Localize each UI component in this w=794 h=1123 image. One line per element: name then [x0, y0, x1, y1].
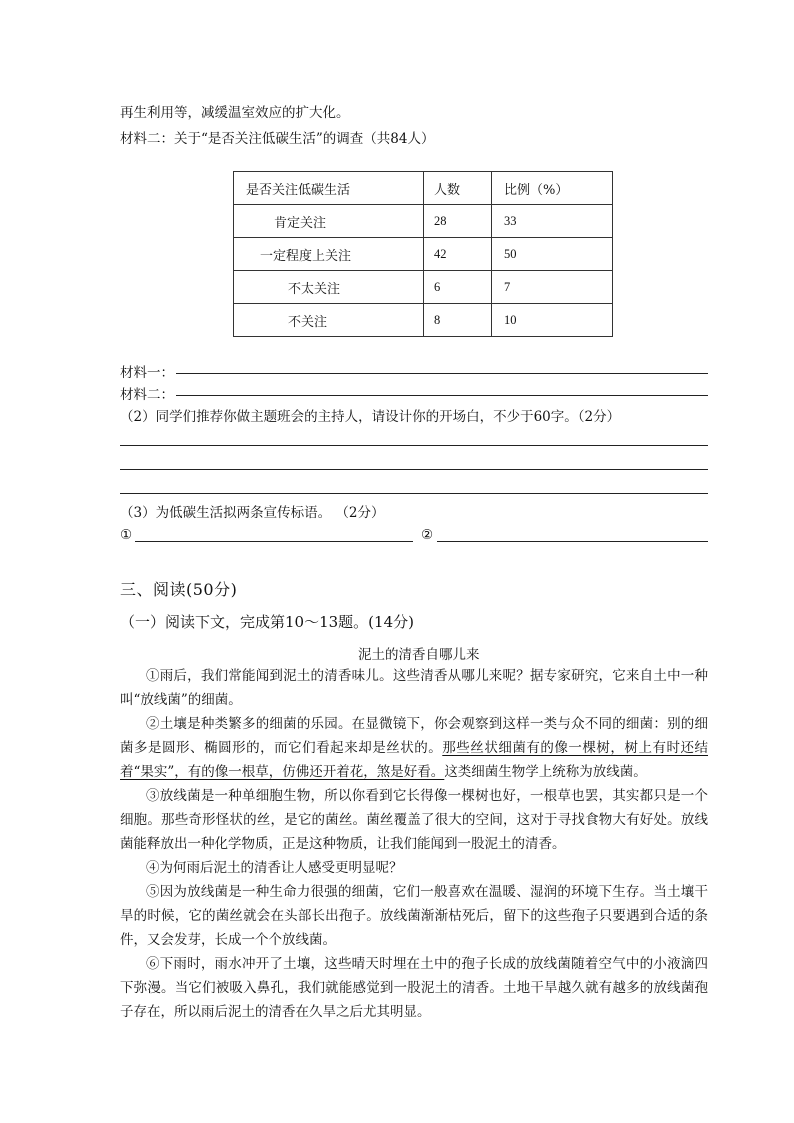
material2-answer-line[interactable] — [176, 395, 708, 396]
article-paragraph-4: ④为何雨后泥土的清香让人感受更明显呢？ — [146, 860, 403, 876]
article-paragraph-2 — [120, 712, 708, 784]
table-cell-ratio: 10 — [492, 304, 613, 337]
table-row — [234, 271, 613, 304]
slogan-1-mark: ① — [120, 527, 133, 543]
table-header-cell: 人数 — [424, 172, 492, 205]
material1-answer-line[interactable] — [176, 373, 708, 374]
paragraph-2-text-end: 这类细菌生物学上统称为放线菌。 — [444, 764, 647, 780]
part-1-title: （一）阅读下文，完成第10～13题。(14分) — [120, 613, 414, 631]
article-paragraph-1: ①雨后，我们常能闻到泥土的清香味儿。这些清香从哪儿来呢？据专家研究，它来自土中一种叫“放线菌”的细菌。 — [120, 668, 708, 708]
section-3-title: 三、阅读(50分) — [120, 580, 238, 599]
table-cell-label: 一定程度上关注 — [234, 238, 424, 271]
table-cell-ratio: 7 — [492, 271, 613, 304]
table-row — [234, 238, 613, 271]
table-cell-count: 6 — [424, 271, 492, 304]
slogan-2-mark: ② — [421, 527, 434, 543]
table-cell-ratio: 50 — [492, 238, 613, 271]
top-continuation-text: 再生利用等，减缓温室效应的扩大化。 — [120, 105, 350, 121]
answer-line-q2-1[interactable] — [120, 445, 708, 446]
answer-line-q2-3[interactable] — [120, 493, 708, 494]
slogan-2-line[interactable] — [437, 541, 708, 542]
question-2-text: （2）同学们推荐你做主题班会的主持人，请设计你的开场白，不少于60字。（2分） — [120, 409, 621, 425]
article-paragraph-3: ③放线菌是一种单细胞生物，所以你看到它长得像一棵树也好，一根草也罢，其实都只是一个细胞。那些奇形怪状的丝，是它的菌丝。菌丝覆盖了很大的空间，这对于寻找食物大有好处。放线菌能释放出一种化学物质，正是这种物质，让我们能闻到一股泥土的清香。 — [120, 788, 708, 852]
table-cell-label: 肯定关注 — [234, 205, 424, 238]
paragraph-2-text: ②土壤是种类繁多的细菌的乐园。在显微镜下，你会观察到这样一类与众不同的细菌：别的细菌多是圆形、椭圆形的，而它们看起来却是丝状的。 — [120, 716, 708, 756]
slogan-1-line[interactable] — [135, 541, 413, 542]
table-cell-count: 28 — [424, 205, 492, 238]
article-paragraph-5: ⑤因为放线菌是一种生命力很强的细菌，它们一般喜欢在温暖、湿润的环境下生存。当土壤干旱的时候，它的菌丝就会在头部长出孢子。放线菌渐渐枯死后，留下的这些孢子只要遇到合适的条件，又会发芽，长成一个个放线菌。 — [120, 884, 708, 948]
material2-title: 材料二：关于“是否关注低碳生活”的调查（共84人） — [120, 131, 435, 147]
material1-answer-label: 材料一： — [120, 365, 174, 381]
answer-line-q2-2[interactable] — [120, 469, 708, 470]
table-header-cell: 是否关注低碳生活 — [234, 172, 424, 205]
table-cell-ratio: 33 — [492, 205, 613, 238]
question-3-text: （3）为低碳生活拟两条宣传标语。 （2分） — [120, 505, 385, 521]
table-cell-label: 不关注 — [234, 304, 424, 337]
table-cell-count: 42 — [424, 238, 492, 271]
article-title: 泥土的清香自哪儿来 — [358, 647, 480, 663]
table-cell-label: 不太关注 — [234, 271, 424, 304]
table-header-cell: 比例（%） — [492, 172, 613, 205]
material2-answer-label: 材料二： — [120, 387, 174, 403]
underlined-sentence: 那些丝状细菌有的像一棵树，树上有时还结着“果实”，有的像一根草，仿佛还开着花，煞是好看。 — [120, 740, 709, 780]
survey-table — [233, 171, 613, 337]
table-header-row — [234, 172, 613, 205]
table-cell-count: 8 — [424, 304, 492, 337]
article-paragraph-6: ⑥下雨时，雨水冲开了土壤，这些晴天时埋在土中的孢子长成的放线菌随着空气中的小液滴四下弥漫。当它们被吸入鼻孔，我们就能感觉到一股泥土的清香。土地干旱越久就有越多的放线菌孢子存在，所以雨后泥土的清香在久旱之后尤其明显。 — [120, 956, 708, 1020]
table-row — [234, 205, 613, 238]
table-row — [234, 304, 613, 337]
